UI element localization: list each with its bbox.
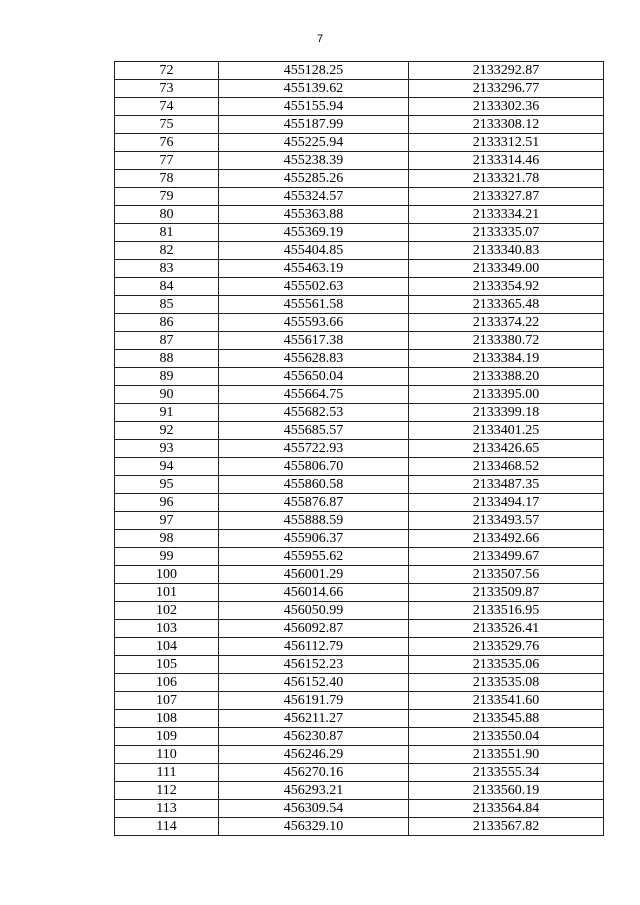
y-coordinate-cell: 2133302.36 xyxy=(409,98,604,116)
table-row xyxy=(115,818,604,836)
x-coordinate-cell: 455628.83 xyxy=(219,350,409,368)
x-coordinate-cell: 455682.53 xyxy=(219,404,409,422)
table-row xyxy=(115,692,604,710)
point-number-cell: 74 xyxy=(115,98,219,116)
point-number-cell: 90 xyxy=(115,386,219,404)
point-number-cell: 102 xyxy=(115,602,219,620)
point-number-cell: 97 xyxy=(115,512,219,530)
y-coordinate-cell: 2133334.21 xyxy=(409,206,604,224)
table-row xyxy=(115,476,604,494)
x-coordinate-cell: 455324.57 xyxy=(219,188,409,206)
y-coordinate-cell: 2133399.18 xyxy=(409,404,604,422)
table-row xyxy=(115,494,604,512)
coordinates-table xyxy=(114,61,604,836)
y-coordinate-cell: 2133545.88 xyxy=(409,710,604,728)
point-number-cell: 110 xyxy=(115,746,219,764)
table-row xyxy=(115,206,604,224)
x-coordinate-cell: 455906.37 xyxy=(219,530,409,548)
y-coordinate-cell: 2133535.06 xyxy=(409,656,604,674)
point-number-cell: 86 xyxy=(115,314,219,332)
x-coordinate-cell: 456001.29 xyxy=(219,566,409,584)
y-coordinate-cell: 2133494.17 xyxy=(409,494,604,512)
y-coordinate-cell: 2133314.46 xyxy=(409,152,604,170)
table-row xyxy=(115,170,604,188)
y-coordinate-cell: 2133493.57 xyxy=(409,512,604,530)
x-coordinate-cell: 456191.79 xyxy=(219,692,409,710)
x-coordinate-cell: 456329.10 xyxy=(219,818,409,836)
table-row xyxy=(115,764,604,782)
point-number-cell: 76 xyxy=(115,134,219,152)
y-coordinate-cell: 2133321.78 xyxy=(409,170,604,188)
x-coordinate-cell: 456230.87 xyxy=(219,728,409,746)
y-coordinate-cell: 2133312.51 xyxy=(409,134,604,152)
point-number-cell: 94 xyxy=(115,458,219,476)
x-coordinate-cell: 456309.54 xyxy=(219,800,409,818)
y-coordinate-cell: 2133509.87 xyxy=(409,584,604,602)
x-coordinate-cell: 455285.26 xyxy=(219,170,409,188)
table-row xyxy=(115,620,604,638)
table-row xyxy=(115,368,604,386)
table-row xyxy=(115,152,604,170)
table-row xyxy=(115,602,604,620)
point-number-cell: 82 xyxy=(115,242,219,260)
point-number-cell: 81 xyxy=(115,224,219,242)
x-coordinate-cell: 456246.29 xyxy=(219,746,409,764)
table-row xyxy=(115,728,604,746)
y-coordinate-cell: 2133468.52 xyxy=(409,458,604,476)
y-coordinate-cell: 2133292.87 xyxy=(409,62,604,80)
table-row xyxy=(115,332,604,350)
point-number-cell: 87 xyxy=(115,332,219,350)
y-coordinate-cell: 2133308.12 xyxy=(409,116,604,134)
table-row xyxy=(115,296,604,314)
table-row xyxy=(115,566,604,584)
table-row xyxy=(115,746,604,764)
point-number-cell: 80 xyxy=(115,206,219,224)
point-number-cell: 111 xyxy=(115,764,219,782)
table-row xyxy=(115,386,604,404)
table-row xyxy=(115,224,604,242)
point-number-cell: 104 xyxy=(115,638,219,656)
x-coordinate-cell: 455404.85 xyxy=(219,242,409,260)
table-row xyxy=(115,710,604,728)
x-coordinate-cell: 455685.57 xyxy=(219,422,409,440)
point-number-cell: 105 xyxy=(115,656,219,674)
y-coordinate-cell: 2133526.41 xyxy=(409,620,604,638)
x-coordinate-cell: 456092.87 xyxy=(219,620,409,638)
x-coordinate-cell: 455722.93 xyxy=(219,440,409,458)
y-coordinate-cell: 2133426.65 xyxy=(409,440,604,458)
point-number-cell: 85 xyxy=(115,296,219,314)
x-coordinate-cell: 456211.27 xyxy=(219,710,409,728)
y-coordinate-cell: 2133499.67 xyxy=(409,548,604,566)
table-row xyxy=(115,278,604,296)
x-coordinate-cell: 455561.58 xyxy=(219,296,409,314)
y-coordinate-cell: 2133296.77 xyxy=(409,80,604,98)
point-number-cell: 83 xyxy=(115,260,219,278)
x-coordinate-cell: 456152.40 xyxy=(219,674,409,692)
table-row xyxy=(115,782,604,800)
y-coordinate-cell: 2133401.25 xyxy=(409,422,604,440)
y-coordinate-cell: 2133374.22 xyxy=(409,314,604,332)
table-row xyxy=(115,656,604,674)
table-row xyxy=(115,62,604,80)
point-number-cell: 92 xyxy=(115,422,219,440)
point-number-cell: 84 xyxy=(115,278,219,296)
y-coordinate-cell: 2133535.08 xyxy=(409,674,604,692)
x-coordinate-cell: 455860.58 xyxy=(219,476,409,494)
x-coordinate-cell: 455128.25 xyxy=(219,62,409,80)
x-coordinate-cell: 455806.70 xyxy=(219,458,409,476)
x-coordinate-cell: 455369.19 xyxy=(219,224,409,242)
x-coordinate-cell: 455888.59 xyxy=(219,512,409,530)
point-number-cell: 106 xyxy=(115,674,219,692)
table-row xyxy=(115,80,604,98)
y-coordinate-cell: 2133564.84 xyxy=(409,800,604,818)
y-coordinate-cell: 2133395.00 xyxy=(409,386,604,404)
x-coordinate-cell: 455139.62 xyxy=(219,80,409,98)
point-number-cell: 91 xyxy=(115,404,219,422)
point-number-cell: 99 xyxy=(115,548,219,566)
x-coordinate-cell: 456293.21 xyxy=(219,782,409,800)
x-coordinate-cell: 455617.38 xyxy=(219,332,409,350)
table-row xyxy=(115,116,604,134)
x-coordinate-cell: 456152.23 xyxy=(219,656,409,674)
point-number-cell: 79 xyxy=(115,188,219,206)
y-coordinate-cell: 2133551.90 xyxy=(409,746,604,764)
x-coordinate-cell: 455187.99 xyxy=(219,116,409,134)
point-number-cell: 89 xyxy=(115,368,219,386)
table-row xyxy=(115,404,604,422)
y-coordinate-cell: 2133555.34 xyxy=(409,764,604,782)
x-coordinate-cell: 456050.99 xyxy=(219,602,409,620)
table-row xyxy=(115,422,604,440)
point-number-cell: 72 xyxy=(115,62,219,80)
x-coordinate-cell: 456270.16 xyxy=(219,764,409,782)
y-coordinate-cell: 2133327.87 xyxy=(409,188,604,206)
table-row xyxy=(115,584,604,602)
point-number-cell: 103 xyxy=(115,620,219,638)
x-coordinate-cell: 455593.66 xyxy=(219,314,409,332)
table-row xyxy=(115,260,604,278)
point-number-cell: 77 xyxy=(115,152,219,170)
point-number-cell: 93 xyxy=(115,440,219,458)
point-number-cell: 100 xyxy=(115,566,219,584)
coordinates-table-body xyxy=(115,62,604,836)
point-number-cell: 112 xyxy=(115,782,219,800)
y-coordinate-cell: 2133365.48 xyxy=(409,296,604,314)
table-row xyxy=(115,188,604,206)
table-row xyxy=(115,134,604,152)
y-coordinate-cell: 2133550.04 xyxy=(409,728,604,746)
y-coordinate-cell: 2133529.76 xyxy=(409,638,604,656)
point-number-cell: 109 xyxy=(115,728,219,746)
y-coordinate-cell: 2133541.60 xyxy=(409,692,604,710)
x-coordinate-cell: 455238.39 xyxy=(219,152,409,170)
table-row xyxy=(115,314,604,332)
y-coordinate-cell: 2133507.56 xyxy=(409,566,604,584)
y-coordinate-cell: 2133354.92 xyxy=(409,278,604,296)
table-row xyxy=(115,242,604,260)
x-coordinate-cell: 456112.79 xyxy=(219,638,409,656)
point-number-cell: 75 xyxy=(115,116,219,134)
x-coordinate-cell: 455650.04 xyxy=(219,368,409,386)
x-coordinate-cell: 455155.94 xyxy=(219,98,409,116)
x-coordinate-cell: 456014.66 xyxy=(219,584,409,602)
y-coordinate-cell: 2133388.20 xyxy=(409,368,604,386)
table-row xyxy=(115,530,604,548)
point-number-cell: 95 xyxy=(115,476,219,494)
table-row xyxy=(115,674,604,692)
y-coordinate-cell: 2133340.83 xyxy=(409,242,604,260)
x-coordinate-cell: 455664.75 xyxy=(219,386,409,404)
point-number-cell: 78 xyxy=(115,170,219,188)
x-coordinate-cell: 455955.62 xyxy=(219,548,409,566)
table-row xyxy=(115,350,604,368)
table-row xyxy=(115,800,604,818)
point-number-cell: 107 xyxy=(115,692,219,710)
x-coordinate-cell: 455502.63 xyxy=(219,278,409,296)
x-coordinate-cell: 455876.87 xyxy=(219,494,409,512)
point-number-cell: 98 xyxy=(115,530,219,548)
y-coordinate-cell: 2133560.19 xyxy=(409,782,604,800)
point-number-cell: 108 xyxy=(115,710,219,728)
point-number-cell: 88 xyxy=(115,350,219,368)
table-row xyxy=(115,548,604,566)
page-number: 7 xyxy=(316,33,324,45)
table-row xyxy=(115,440,604,458)
table-row xyxy=(115,638,604,656)
x-coordinate-cell: 455363.88 xyxy=(219,206,409,224)
y-coordinate-cell: 2133380.72 xyxy=(409,332,604,350)
table-row xyxy=(115,98,604,116)
table-row xyxy=(115,512,604,530)
y-coordinate-cell: 2133349.00 xyxy=(409,260,604,278)
point-number-cell: 113 xyxy=(115,800,219,818)
point-number-cell: 101 xyxy=(115,584,219,602)
y-coordinate-cell: 2133492.66 xyxy=(409,530,604,548)
point-number-cell: 114 xyxy=(115,818,219,836)
y-coordinate-cell: 2133335.07 xyxy=(409,224,604,242)
point-number-cell: 73 xyxy=(115,80,219,98)
x-coordinate-cell: 455463.19 xyxy=(219,260,409,278)
table-row xyxy=(115,458,604,476)
x-coordinate-cell: 455225.94 xyxy=(219,134,409,152)
y-coordinate-cell: 2133567.82 xyxy=(409,818,604,836)
y-coordinate-cell: 2133384.19 xyxy=(409,350,604,368)
point-number-cell: 96 xyxy=(115,494,219,512)
y-coordinate-cell: 2133487.35 xyxy=(409,476,604,494)
y-coordinate-cell: 2133516.95 xyxy=(409,602,604,620)
